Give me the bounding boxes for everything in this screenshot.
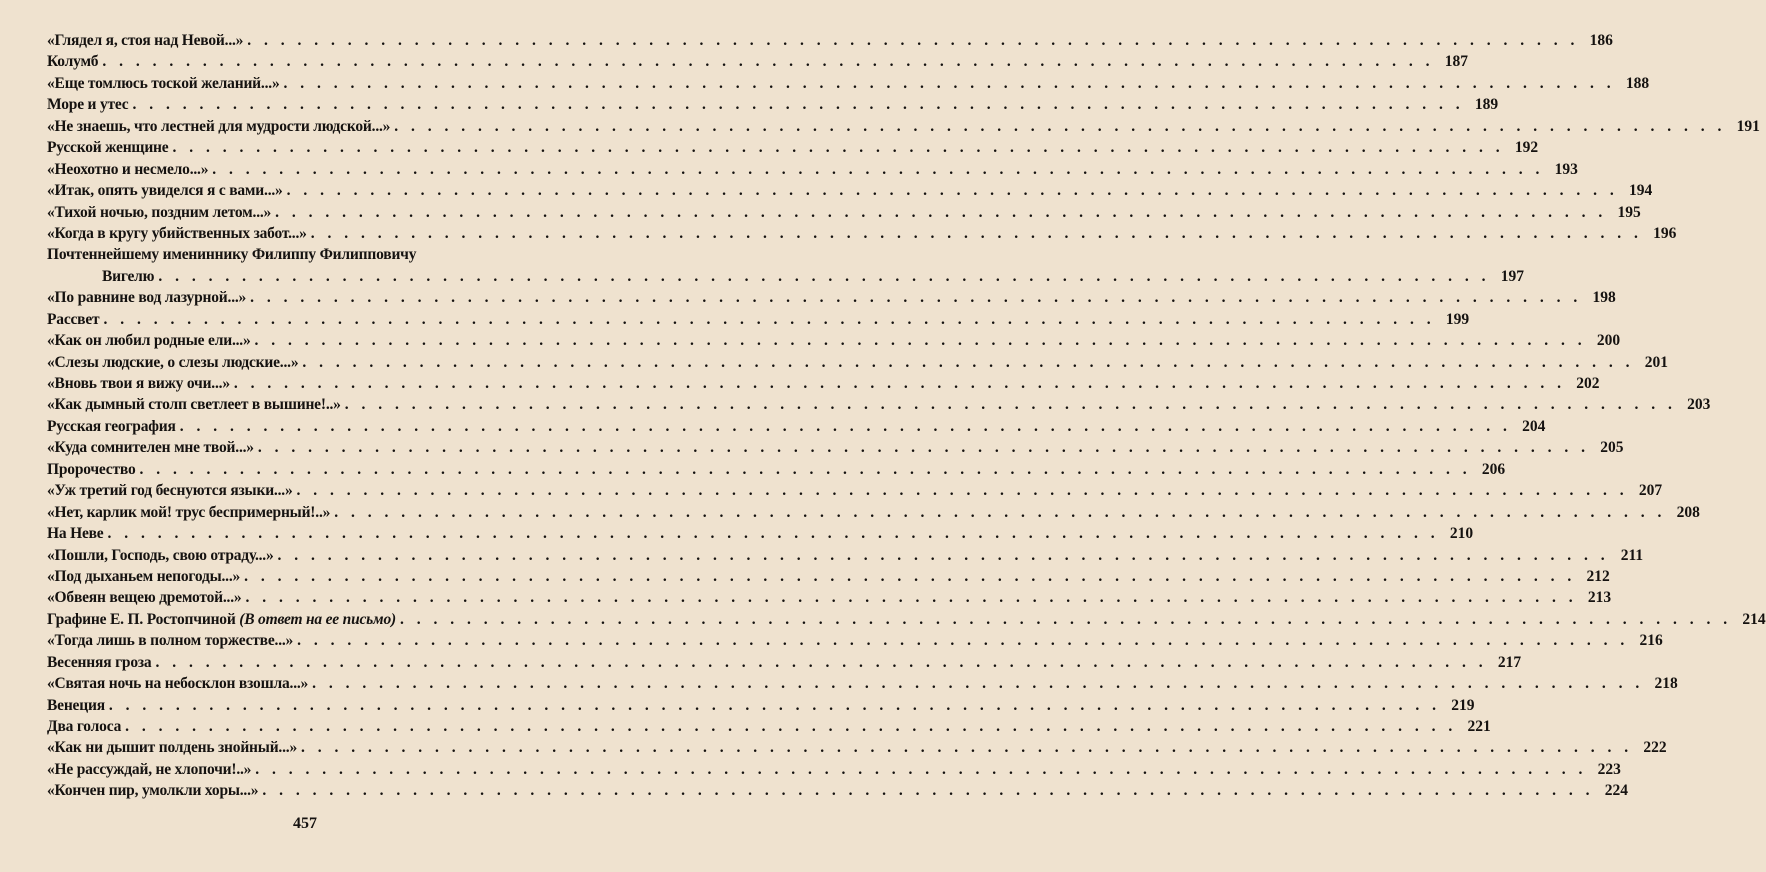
dot-leader: . . . . . . . . . . . . . . . . . . . . . . . . . . . . . . . . . . . . . . . . . . . . . . . . . . . . . . . . . . . . . . . . . . . . . . . . . . . . . . . . [179, 417, 1512, 435]
dot-leader: . . . . . . . . . . . . . . . . . . . . . . . . . . . . . . . . . . . . . . . . . . . . . . . . . . . . . . . . . . . . . . . . . . . . . . . . . . . . . . . . [262, 782, 1594, 800]
toc-entry-page: 200 [1596, 332, 1621, 350]
dot-leader: . . . . . . . . . . . . . . . . . . . . . . . . . . . . . . . . . . . . . . . . . . . . . . . . . . . . . . . . . . . . . . . . . . . . . . . . . . . . . . . . [125, 718, 1457, 735]
dot-leader: . . . . . . . . . . . . . . . . . . . . . . . . . . . . . . . . . . . . . . . . . . . . . . . . . . . . . . . . . . . . . . . . . . . . . . . . . . . . . . . . [277, 546, 1610, 564]
toc-entry-page: 212 [1586, 567, 1610, 585]
dot-leader: . . . . . . . . . . . . . . . . . . . . . . . . . . . . . . . . . . . . . . . . . . . . . . . . . . . . . . . . . . . . . . . . . . . . . . . . . . . . . . . . [275, 203, 1607, 221]
toc-entry [47, 287, 1616, 308]
toc-entry-page: 216 [1639, 632, 1663, 650]
toc-entry-page: 207 [1638, 482, 1663, 500]
toc-entry-page: 189 [1474, 96, 1499, 114]
toc-entry-page: 204 [1522, 417, 1546, 435]
dot-leader: . . . . . . . . . . . . . . . . . . . . . . . . . . . . . . . . . . . . . . . . . . . . . . . . . . . . . . . . . . . . . . . . . . . . . . . . . . . . . . . . [344, 396, 1677, 414]
toc-entry-title: «Как дымный столп светлеет в вышине!..» [47, 396, 341, 414]
toc-entry-page: 205 [1600, 439, 1624, 457]
toc-entry-title: Пророчество [47, 460, 136, 478]
toc-entry-title: Русской женщине [47, 139, 169, 157]
dot-leader: . . . . . . . . . . . . . . . . . . . . . . . . . . . . . . . . . . . . . . . . . . . . . . . . . . . . . . . . . . . . . . . . . . . . . . . . . . . . . . . . [394, 117, 1726, 135]
toc-entry [47, 373, 1600, 394]
dot-leader: . . . . . . . . . . . . . . . . . . . . . . . . . . . . . . . . . . . . . . . . . . . . . . . . . . . . . . . . . . . . . . . . . . . . . . . . . . . . . . . . [297, 632, 1629, 650]
toc-entry-page: 218 [1654, 675, 1678, 693]
toc-entry-page: 213 [1587, 589, 1612, 607]
toc-entry-page: 219 [1451, 696, 1475, 714]
toc-entry [47, 223, 1677, 244]
toc-entry-title: «Не рассуждай, не хлопочи!..» [47, 760, 252, 778]
dot-leader: . . . . . . . . . . . . . . . . . . . . . . . . . . . . . . . . . . . . . . . . . . . . . . . . . . . . . . . . . . . . . . . . . . . . . . . . . . . . . . . . [247, 32, 1579, 49]
toc-entry-title: Весенняя гроза [47, 653, 152, 671]
toc-entry [47, 759, 1621, 780]
dot-leader: . . . . . . . . . . . . . . . . . . . . . . . . . . . . . . . . . . . . . . . . . . . . . . . . . . . . . . . . . . . . . . . . . . . . . . . . . . . . . . . . [158, 267, 1490, 285]
toc-entry [47, 202, 1641, 223]
toc-entry [47, 30, 1613, 51]
toc-entry [47, 523, 1474, 544]
toc-entry-page: 187 [1444, 53, 1468, 71]
toc-entry-title: «Обвеян вещею дремотой...» [47, 589, 242, 607]
dot-leader: . . . . . . . . . . . . . . . . . . . . . . . . . . . . . . . . . . . . . . . . . . . . . . . . . . . . . . . . . . . . . . . . . . . . . . . . . . . . . . . . [286, 182, 1619, 200]
toc-entry [47, 116, 1760, 137]
toc-entry [47, 266, 1524, 287]
toc-entry [47, 587, 1612, 608]
toc-entry-page: 210 [1449, 525, 1474, 543]
toc-entry-page: 188 [1625, 74, 1650, 92]
toc-entry-title: «Еще томлюсь тоской желаний...» [47, 74, 280, 92]
toc-entry [47, 545, 1644, 566]
dot-leader: . . . . . . . . . . . . . . . . . . . . . . . . . . . . . . . . . . . . . . . . . . . . . . . . . . . . . . . . . . . . . . . . . . . . . . . . . . . . . . . . [245, 589, 1578, 607]
toc-entry [47, 737, 1667, 758]
toc-entry-title: «Тогда лишь в полном торжестве...» [47, 632, 294, 650]
dot-leader: . . . . . . . . . . . . . . . . . . . . . . . . . . . . . . . . . . . . . . . . . . . . . . . . . . . . . . . . . . . . . . . . . . . . . . . . . . . . . . . . [296, 482, 1629, 500]
dot-leader: . . . . . . . . . . . . . . . . . . . . . . . . . . . . . . . . . . . . . . . . . . . . . . . . . . . . . . . . . . . . . . . . . . . . . . . . . . . . . . . . [312, 675, 1644, 693]
toc-entry-page: 221 [1467, 718, 1491, 735]
toc-entry [47, 780, 1628, 801]
toc-entry-page: 186 [1589, 32, 1613, 49]
toc-entry [47, 695, 1475, 716]
dot-leader: . . . . . . . . . . . . . . . . . . . . . . . . . . . . . . . . . . . . . . . . . . . . . . . . . . . . . . . . . . . . . . . . . . . . . . . . . . . . . . . . [139, 460, 1472, 478]
toc-entry [47, 73, 1650, 94]
toc-entry-title: «Куда сомнителен мне твой...» [47, 439, 254, 457]
toc-entry-page: 217 [1497, 653, 1522, 671]
toc-entry-title: Рассвет [47, 310, 100, 328]
toc-entry [47, 630, 1663, 651]
toc-entry [47, 94, 1499, 115]
toc-entry [47, 480, 1663, 501]
toc-entry-title: Русская география [47, 417, 176, 435]
toc-entry [47, 137, 1539, 158]
toc-entry [47, 416, 1546, 437]
toc-entry-page: 214 [1742, 610, 1766, 628]
toc-entry-title: «Когда в кругу убийственных забот...» [47, 224, 307, 242]
toc-entry [47, 180, 1653, 201]
toc-entry-page: 201 [1644, 353, 1668, 371]
toc-entry-title: «Тихой ночью, поздним летом...» [47, 203, 272, 221]
toc-entry-title: «Слезы людские, о слезы людские...» [47, 353, 299, 371]
dot-leader: . . . . . . . . . . . . . . . . . . . . . . . . . . . . . . . . . . . . . . . . . . . . . . . . . . . . . . . . . . . . . . . . . . . . . . . . . . . . . . . . [257, 439, 1590, 457]
toc-entry-title: Венеция [47, 696, 105, 714]
toc-entry [47, 566, 1610, 587]
toc-entry-page: 194 [1628, 182, 1653, 200]
toc-entry-title: «Как он любил родные ели...» [47, 332, 251, 350]
dot-leader: . . . . . . . . . . . . . . . . . . . . . . . . . . . . . . . . . . . . . . . . . . . . . . . . . . . . . . . . . . . . . . . . . . . . . . . . . . . . . . . . [132, 96, 1465, 114]
toc-entry-title: «Уж третий год беснуются языки...» [47, 482, 293, 500]
toc-entry [47, 437, 1624, 458]
dot-leader: . . . . . . . . . . . . . . . . . . . . . . . . . . . . . . . . . . . . . . . . . . . . . . . . . . . . . . . . . . . . . . . . . . . . . . . . . . . . . . . . [107, 525, 1440, 543]
dot-leader: . . . . . . . . . . . . . . . . . . . . . . . . . . . . . . . . . . . . . . . . . . . . . . . . . . . . . . . . . . . . . . . . . . . . . . . . . . . . . . . . [254, 332, 1587, 350]
dot-leader: . . . . . . . . . . . . . . . . . . . . . . . . . . . . . . . . . . . . . . . . . . . . . . . . . . . . . . . . . . . . . . . . . . . . . . . . . . . . . . . . [400, 610, 1732, 628]
toc-entry-title: «Святая ночь на небосклон взошла...» [47, 675, 309, 693]
toc-entry-title: Почтеннейшему имениннику Филиппу Филипповичу [47, 246, 417, 264]
toc-entry-page: 197 [1500, 267, 1524, 285]
toc-entry-title: «Кончен пир, умолкли хоры...» [47, 782, 259, 800]
toc-entry-page: 191 [1736, 117, 1760, 135]
toc-entry-page: 195 [1617, 203, 1641, 221]
toc-entry-title: «Итак, опять увиделся я с вами...» [47, 182, 283, 200]
toc-entry-title: Вигелю [102, 267, 155, 285]
toc-entry-title: «Неохотно и несмело...» [47, 160, 209, 178]
dot-leader: . . . . . . . . . . . . . . . . . . . . . . . . . . . . . . . . . . . . . . . . . . . . . . . . . . . . . . . . . . . . . . . . . . . . . . . . . . . . . . . . [103, 310, 1436, 328]
dot-leader: . . . . . . . . . . . . . . . . . . . . . . . . . . . . . . . . . . . . . . . . . . . . . . . . . . . . . . . . . . . . . . . . . . . . . . . . . . . . . . . . [172, 139, 1505, 157]
toc-entry [47, 330, 1621, 351]
toc-entry-title: Графине Е. П. Ростопчиной [47, 610, 236, 628]
dot-leader: . . . . . . . . . . . . . . . . . . . . . . . . . . . . . . . . . . . . . . . . . . . . . . . . . . . . . . . . . . . . . . . . . . . . . . . . . . . . . . . . [233, 375, 1566, 392]
dot-leader: . . . . . . . . . . . . . . . . . . . . . . . . . . . . . . . . . . . . . . . . . . . . . . . . . . . . . . . . . . . . . . . . . . . . . . . . . . . . . . . . [301, 739, 1633, 757]
toc-entry-page: 206 [1481, 460, 1506, 478]
toc-entry-title: «Не знаешь, что лестней для мудрости людской...» [47, 117, 391, 135]
toc-entry [47, 716, 1491, 737]
toc-entry [47, 352, 1668, 373]
table-of-contents [47, 30, 1766, 802]
toc-entry-page: 202 [1576, 375, 1600, 392]
toc-entry-page: 208 [1676, 503, 1700, 521]
toc-entry [47, 244, 511, 265]
dot-leader: . . . . . . . . . . . . . . . . . . . . . . . . . . . . . . . . . . . . . . . . . . . . . . . . . . . . . . . . . . . . . . . . . . . . . . . . . . . . . . . . [255, 760, 1587, 778]
toc-entry [47, 309, 1470, 330]
toc-entry-title: «По равнине вод лазурной...» [47, 289, 247, 307]
toc-entry-title: Колумб [47, 53, 99, 71]
toc-entry [47, 652, 1522, 673]
toc-entry-page: 222 [1643, 739, 1667, 757]
toc-entry [47, 502, 1700, 523]
dot-leader: . . . . . . . . . . . . . . . . . . . . . . . . . . . . . . . . . . . . . . . . . . . . . . . . . . . . . . . . . . . . . . . . . . . . . . . . . . . . . . . . [155, 653, 1488, 671]
dot-leader: . . . . . . . . . . . . . . . . . . . . . . . . . . . . . . . . . . . . . . . . . . . . . . . . . . . . . . . . . . . . . . . . . . . . . . . . . . . . . . . . [250, 289, 1582, 307]
toc-entry-note: (В ответ на ее письмо) [239, 610, 396, 628]
toc-entry-page: 224 [1604, 782, 1628, 800]
toc-entry [47, 394, 1711, 415]
toc-entry [47, 609, 1766, 630]
toc-entry-page: 211 [1620, 546, 1644, 564]
toc-entry-page: 198 [1592, 289, 1616, 307]
dot-leader: . . . . . . . . . . . . . . . . . . . . . . . . . . . . . . . . . . . . . . . . . . . . . . . . . . . . . . . . . . . . . . . . . . . . . . . . . . . . . . . . [310, 224, 1643, 242]
toc-entry [47, 673, 1678, 694]
toc-entry [47, 51, 1468, 72]
page-number: 457 [293, 815, 317, 832]
toc-entry-title: Море и утес [47, 96, 129, 114]
dot-leader: . . . . . . . . . . . . . . . . . . . . . . . . . . . . . . . . . . . . . . . . . . . . . . . . . . . . . . . . . . . . . . . . . . . . . . . . . . . . . . . . [244, 567, 1576, 585]
toc-entry-title: «Под дыханьем непогоды...» [47, 567, 241, 585]
toc-entry-title: «Глядел я, стоя над Невой...» [47, 32, 244, 49]
toc-entry-page: 223 [1597, 760, 1621, 778]
dot-leader: . . . . . . . . . . . . . . . . . . . . . . . . . . . . . . . . . . . . . . . . . . . . . . . . . . . . . . . . . . . . . . . . . . . . . . . . . . . . . . . . [108, 696, 1441, 714]
toc-entry-title: «Как ни дышит полдень знойный...» [47, 739, 297, 757]
toc-entry [47, 459, 1506, 480]
toc-entry-page: 192 [1514, 139, 1539, 157]
toc-entry-title: «Пошли, Господь, свою отраду...» [47, 546, 274, 564]
toc-entry [47, 159, 1578, 180]
toc-entry-page: 203 [1687, 396, 1711, 414]
toc-entry-page: 193 [1554, 160, 1578, 178]
toc-entry-page: 196 [1653, 224, 1677, 242]
dot-leader: . . . . . . . . . . . . . . . . . . . . . . . . . . . . . . . . . . . . . . . . . . . . . . . . . . . . . . . . . . . . . . . . . . . . . . . . . . . . . . . . [102, 53, 1434, 71]
toc-entry-title: На Неве [47, 525, 104, 543]
dot-leader: . . . . . . . . . . . . . . . . . . . . . . . . . . . . . . . . . . . . . . . . . . . . . . . . . . . . . . . . . . . . . . . . . . . . . . . . . . . . . . . . [334, 503, 1666, 521]
toc-entry-page: 199 [1445, 310, 1470, 328]
toc-entry-title: «Вновь твои я вижу очи...» [47, 375, 230, 392]
dot-leader: . . . . . . . . . . . . . . . . . . . . . . . . . . . . . . . . . . . . . . . . . . . . . . . . . . . . . . . . . . . . . . . . . . . . . . . . . . . . . . . . [212, 160, 1544, 178]
toc-entry-title: «Нет, карлик мой! трус беспримерный!..» [47, 503, 331, 521]
toc-entry-title: Два голоса [47, 718, 122, 735]
dot-leader: . . . . . . . . . . . . . . . . . . . . . . . . . . . . . . . . . . . . . . . . . . . . . . . . . . . . . . . . . . . . . . . . . . . . . . . . . . . . . . . . [302, 353, 1634, 371]
dot-leader: . . . . . . . . . . . . . . . . . . . . . . . . . . . . . . . . . . . . . . . . . . . . . . . . . . . . . . . . . . . . . . . . . . . . . . . . . . . . . . . . [283, 74, 1616, 92]
